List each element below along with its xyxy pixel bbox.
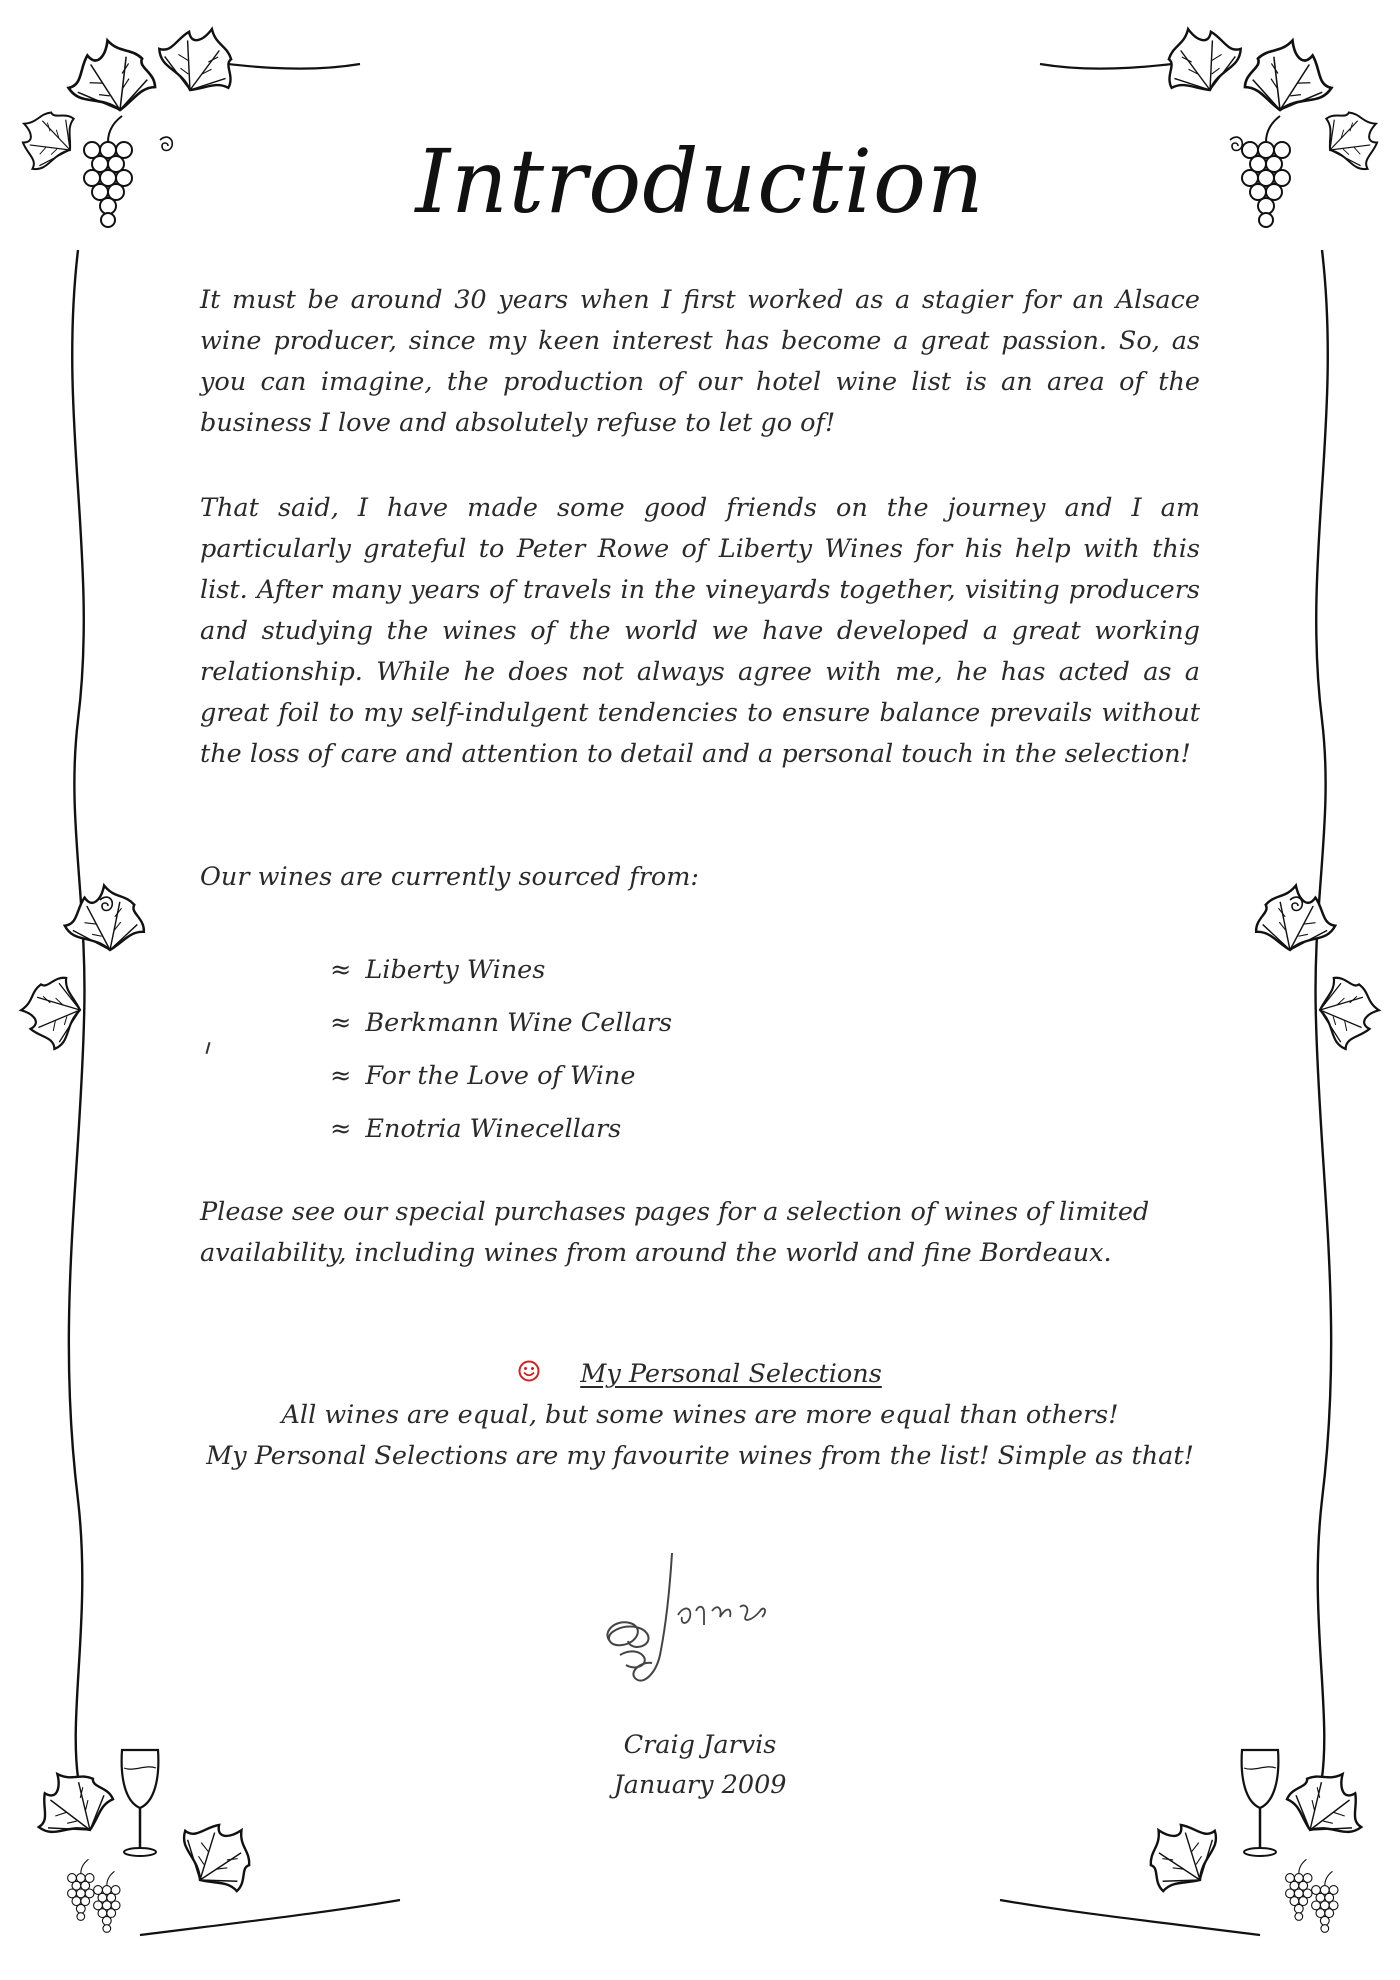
tilde-marker: ≈ <box>330 1114 352 1144</box>
personal-selections-line-1: All wines are equal, but some wines are more equal than others! <box>281 1400 1119 1430</box>
intro-paragraph: It must be around 30 years when I first worked as a stagier for an Alsace wine producer, since my keen interest has become a great passion. So, as you can imagine, the production of our hotel wine list is an area of the business I love and absolutely refuse to let go of! <box>200 285 1200 438</box>
personal-selections-line-2: My Personal Selections are my favourite wines from the list! Simple as that! <box>206 1441 1194 1471</box>
signoff <box>0 1725 1400 1805</box>
smiley-icon <box>518 1360 540 1382</box>
author-name: Craig Jarvis <box>623 1730 777 1760</box>
signoff-date: January 2009 <box>613 1770 787 1800</box>
supplier-list <box>330 950 672 1162</box>
page-title: Introduction <box>415 130 985 233</box>
list-item <box>330 1056 672 1109</box>
tilde-marker: ≈ <box>330 1061 352 1091</box>
list-item <box>330 1109 672 1162</box>
personal-selections-heading: My Personal Selections <box>580 1359 882 1389</box>
supplier-name: For the Love of Wine <box>365 1061 636 1091</box>
supplier-name: Berkmann Wine Cellars <box>365 1008 673 1038</box>
supplier-name: Liberty Wines <box>365 955 546 985</box>
list-item <box>330 1003 672 1056</box>
personal-selections-block <box>200 1354 1200 1477</box>
list-item <box>330 950 672 1003</box>
suppliers-intro: Our wines are currently sourced from: <box>200 862 700 892</box>
vine-leaves-left-middle <box>17 878 147 1053</box>
tilde-marker: ≈ <box>330 955 352 985</box>
thanks-paragraph: That said, I have made some good friends on the journey and I am particularly grateful to Peter Rowe of Liberty Wines for his help with this list. After many years of travels in the vineyards together, visiting producers and studying the wines of the world we have developed a great working relationship. While he does not always agree with me, he has acted as a great foil to my self-indulgent tendencies to ensure balance prevails without the loss of care and attention to detail and a personal touch in the selection! <box>200 493 1200 769</box>
supplier-name: Enotria Winecellars <box>365 1114 622 1144</box>
handwritten-signature <box>600 1545 800 1695</box>
tilde-marker: ≈ <box>330 1008 352 1038</box>
special-purchases-paragraph: Please see our special purchases pages for a selection of wines of limited availability, including wines from around the world and fine Bordeaux. <box>200 1197 1150 1268</box>
vine-leaves-right-middle <box>1253 878 1383 1053</box>
